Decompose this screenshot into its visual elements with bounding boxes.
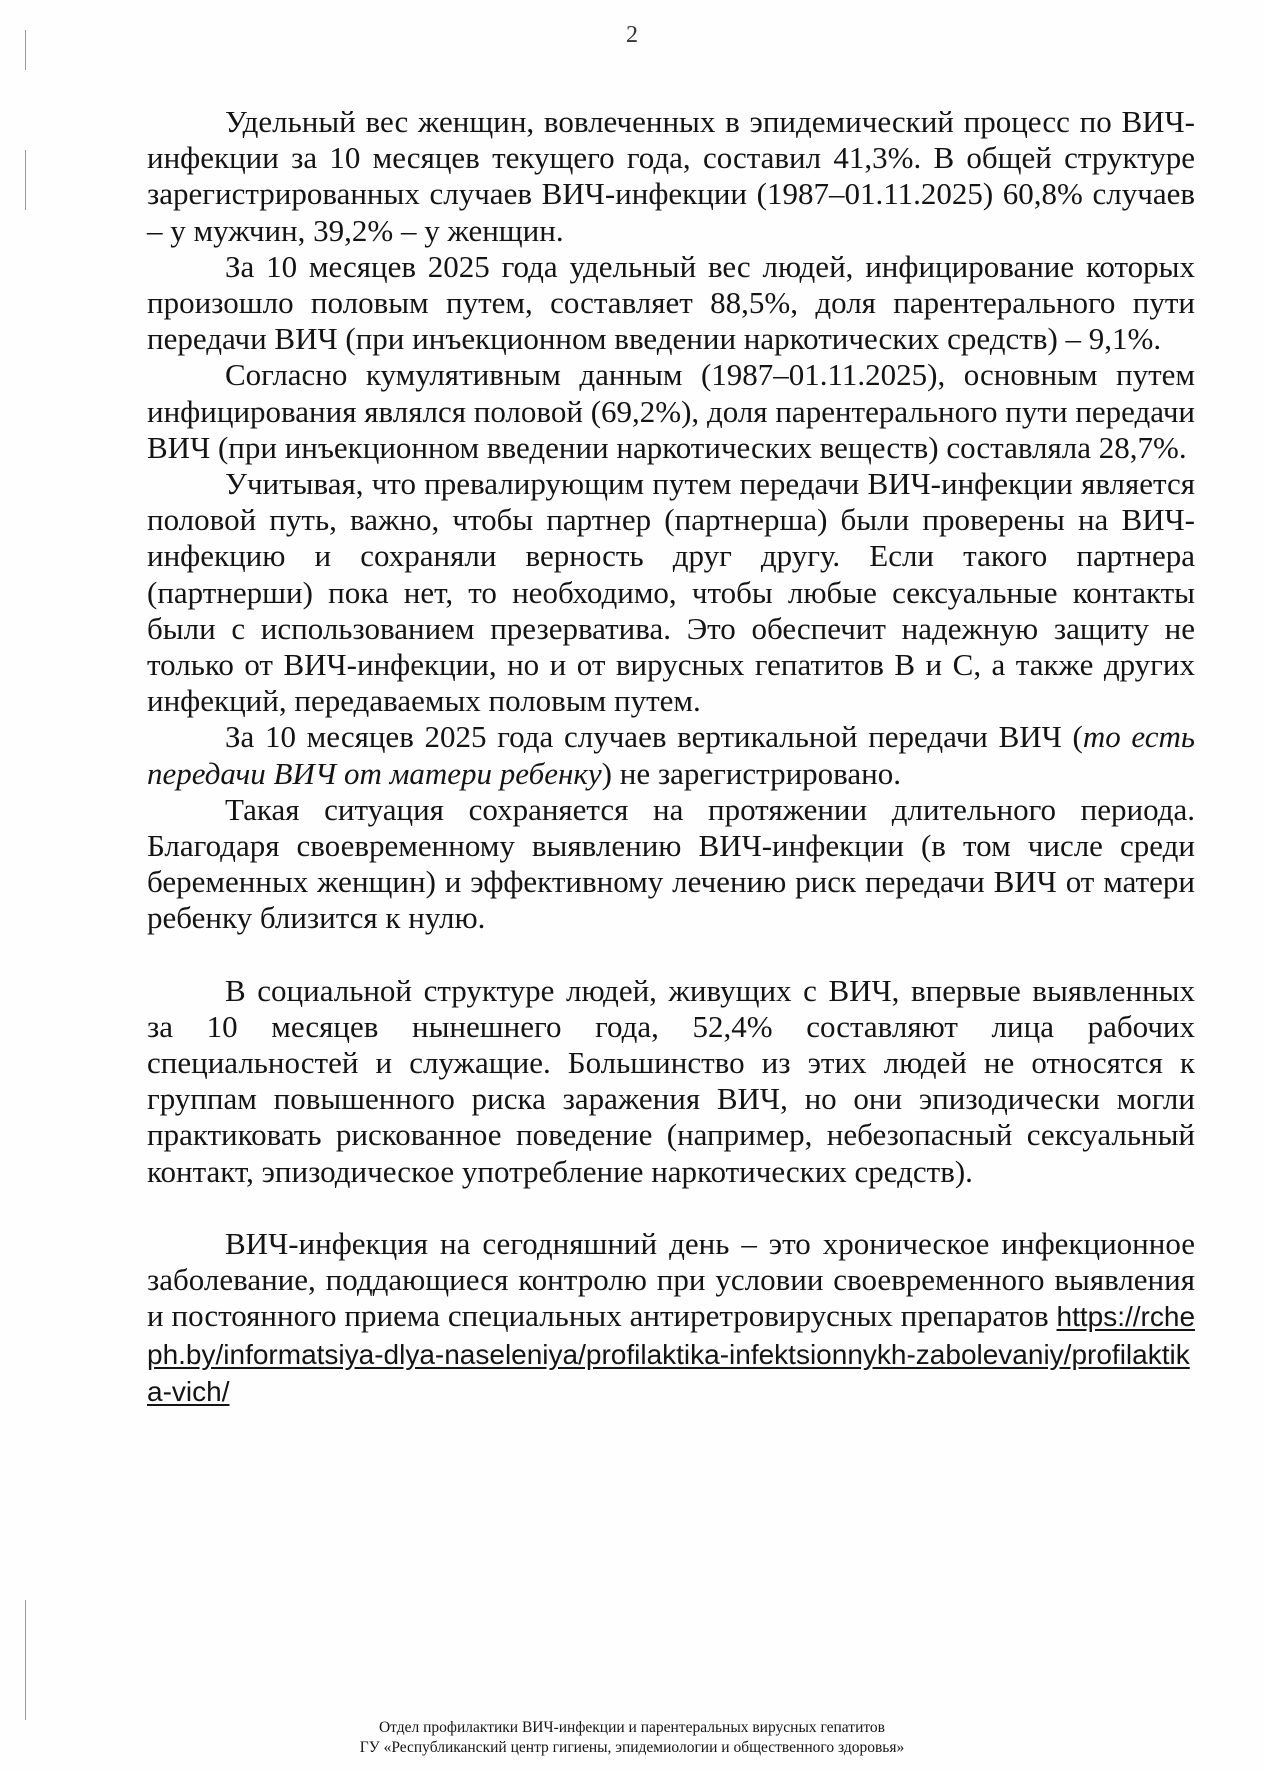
footer-organization: ГУ «Республиканский центр гигиены, эпидемиологии и общественного здоровья» [359, 1739, 905, 1756]
paragraph-cumulative-data: Согласно кумулятивным данным (1987–01.11.2025), основным путем инфицирования являлся половой (69,2%), доля парентерального пути передачи ВИЧ (при инъекционном введении наркотических веществ) составляла 28,7%. [147, 357, 1195, 465]
vertical-text-after: ) не зарегистрировано. [601, 755, 901, 791]
paragraph-chronic-disease [147, 1226, 1195, 1410]
scan-artifact-line [25, 1600, 26, 1720]
profilaktika-vich-link[interactable]: https://rcheph.by/informatsiya-dlya-naseleniya/profilaktika-infektsionnykh-zabolevaniy/profilaktika-vich/ [147, 1301, 1196, 1407]
vertical-text-before: За 10 месяцев 2025 года случаев вертикальной передачи ВИЧ ( [225, 719, 1083, 755]
paragraph-women-share: Удельный вес женщин, вовлеченных в эпидемический процесс по ВИЧ-инфекции за 10 месяцев текущего года, составил 41,3%. В общей структуре зарегистрированных случаев ВИЧ-инфекции (1987–01.11.2025) 60,8% случаев – у мужчин, 39,2% – у женщин. [147, 104, 1195, 248]
paragraph-prevention-advice: Учитывая, что превалирующим путем передачи ВИЧ-инфекции является половой путь, важно, чтобы партнер (партнерша) были проверены на ВИЧ-инфекцию и сохраняли верность друг другу. Если такого партнера (партнерши) пока нет, то необходимо, чтобы любые сексуальные контакты были с использованием презерватива. Это обеспечит надежную защиту не только от ВИЧ-инфекции, но и от вирусных гепатитов В и С, а также других инфекций, передаваемых половым путем. [147, 466, 1195, 719]
scan-artifact-line [25, 150, 26, 210]
paragraph-vertical-transmission [147, 719, 1195, 791]
chronic-disease-text: ВИЧ-инфекция на сегодняшний день – это хроническое инфекционное заболевание, поддающиеся контролю при условии своевременного выявления и постоянного приема специальных антиретровирусных препаратов [147, 1225, 1195, 1334]
footer-department: Отдел профилактики ВИЧ-инфекции и парентеральных вирусных гепатитов [378, 1719, 885, 1736]
vertical-text-italic: то есть передачи ВИЧ от матери ребенку [147, 719, 1195, 791]
page-number: 2 [626, 22, 638, 48]
document-body [147, 104, 1195, 1410]
document-footer [0, 1718, 1264, 1758]
paragraph-situation: Такая ситуация сохраняется на протяжении длительного периода. Благодаря своевременному выявлению ВИЧ-инфекции (в том числе среди беременных женщин) и эффективному лечению риск передачи ВИЧ от матери ребенку близится к нулю. [147, 791, 1195, 936]
paragraph-transmission-2025: За 10 месяцев 2025 года удельный вес людей, инфицирование которых произошло половым путем, составляет 88,5%, доля парентерального пути передачи ВИЧ (при инъекционном введении наркотических средств) – 9,1%. [147, 248, 1195, 357]
paragraph-social-structure: В социальной структуре людей, живущих с ВИЧ, впервые выявленных за 10 месяцев нынешнего года, 52,4% составляют лица рабочих специальностей и служащие. Большинство из этих людей не относятся к группам повышенного риска заражения ВИЧ, но они эпизодически могли практиковать рискованное поведение (например, небезопасный сексуальный контакт, эпизодическое употребление наркотических средств). [147, 972, 1195, 1189]
